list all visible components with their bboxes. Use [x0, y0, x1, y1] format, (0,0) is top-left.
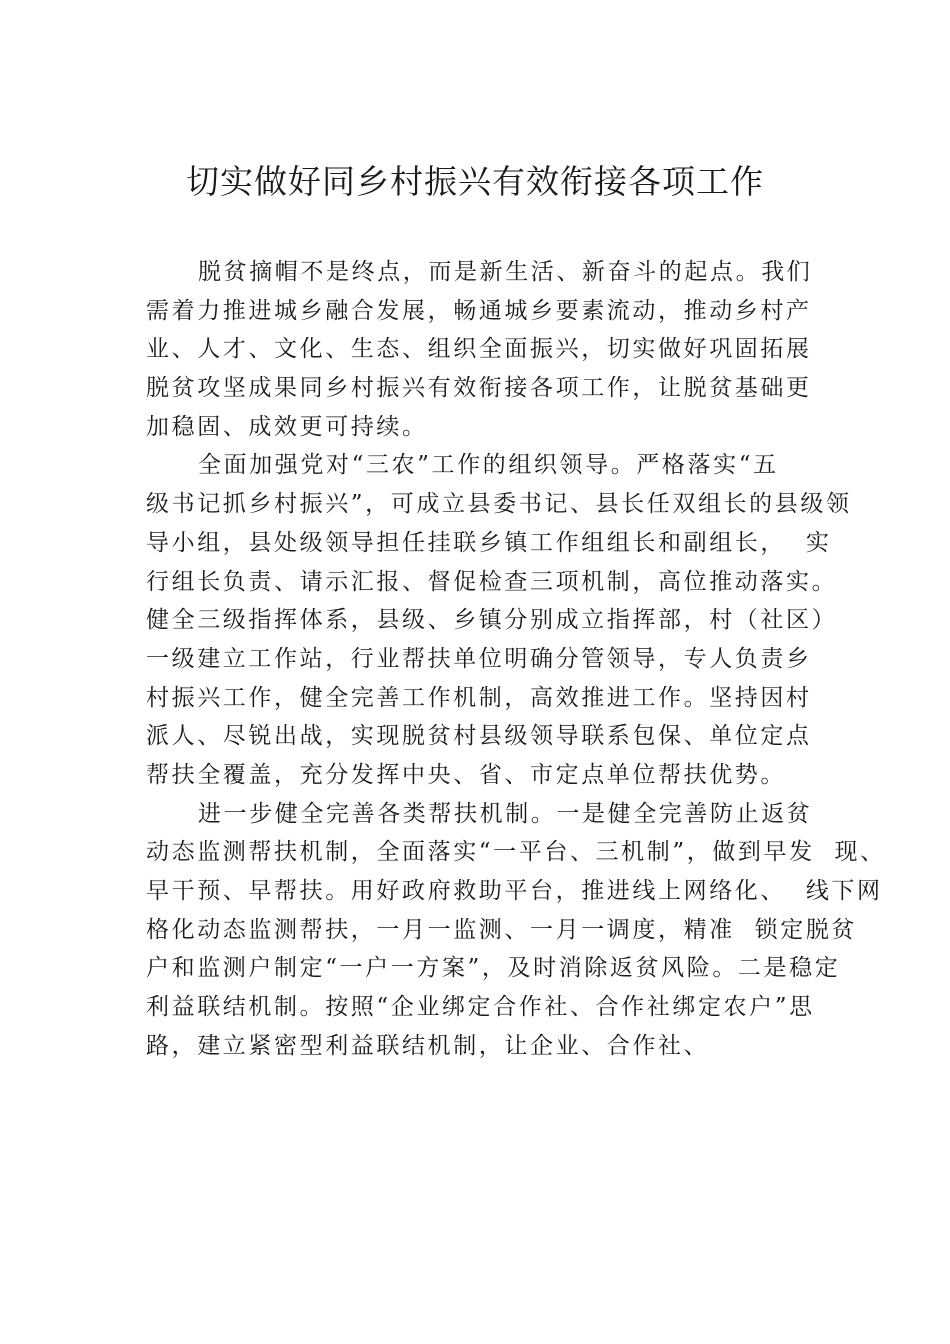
body-line: 进一步健全完善各类帮扶机制。一是健全完善防止返贫 — [198, 800, 813, 827]
body-line: 帮扶全覆盖，充分发挥中央、省、市定点单位帮扶优势。 — [146, 761, 786, 788]
body-line: 户和监测户制定“一户一方案”，及时消除返贫风险。二是稳定 — [146, 955, 841, 982]
document-title: 切实做好同乡村振兴有效衔接各项工作 — [186, 162, 764, 201]
body-line: 一级建立工作站，行业帮扶单位明确分管领导，专人负责乡 — [146, 645, 812, 672]
body-line: 利益联结机制。按照“企业绑定合作社、合作社绑定农户”思 — [146, 994, 815, 1021]
body-line: 脱贫攻坚成果同乡村振兴有效衔接各项工作，让脱贫基础更 — [146, 375, 812, 402]
body-line: 全面加强党对“三农”工作的组织领导。严格落实“五 — [198, 452, 779, 479]
body-line: 需着力推进城乡融合发展，畅通城乡要素流动，推动乡村产 — [146, 297, 812, 324]
body-line: 加稳固、成效更可持续。 — [146, 413, 428, 440]
document-body — [146, 253, 886, 1065]
body-line: 派人、尽锐出战，实现脱贫村县级领导联系包保、单位定点 — [146, 723, 812, 750]
body-line: 动态监测帮扶机制，全面落实“一平台、三机制”，做到早发 现、 — [146, 839, 886, 866]
body-line: 村振兴工作，健全完善工作机制，高效推进工作。坚持因村 — [146, 684, 812, 711]
body-line: 级书记抓乡村振兴”，可成立县委书记、县长任双组长的县级领 — [146, 491, 852, 518]
body-line: 路，建立紧密型利益联结机制，让企业、合作社、 — [146, 1032, 710, 1059]
body-line: 脱贫摘帽不是终点，而是新生活、新奋斗的起点。我们 — [198, 259, 813, 285]
body-line: 健全三级指挥体系，县级、乡镇分别成立指挥部，村（社区） — [146, 607, 838, 634]
body-line: 业、人才、文化、生态、组织全面振兴，切实做好巩固拓展 — [146, 336, 812, 363]
body-line: 格化动态监测帮扶，一月一监测、一月一调度，精准 锁定脱贫 — [146, 916, 858, 943]
body-line: 行组长负责、请示汇报、督促检查三项机制，高位推动落实。 — [146, 568, 838, 595]
body-line: 导小组，县处级领导担任挂联乡镇工作组组长和副组长， 实 — [146, 529, 832, 556]
body-line: 早干预、早帮扶。用好政府救助平台，推进线上网络化、 线下网 — [146, 878, 883, 904]
